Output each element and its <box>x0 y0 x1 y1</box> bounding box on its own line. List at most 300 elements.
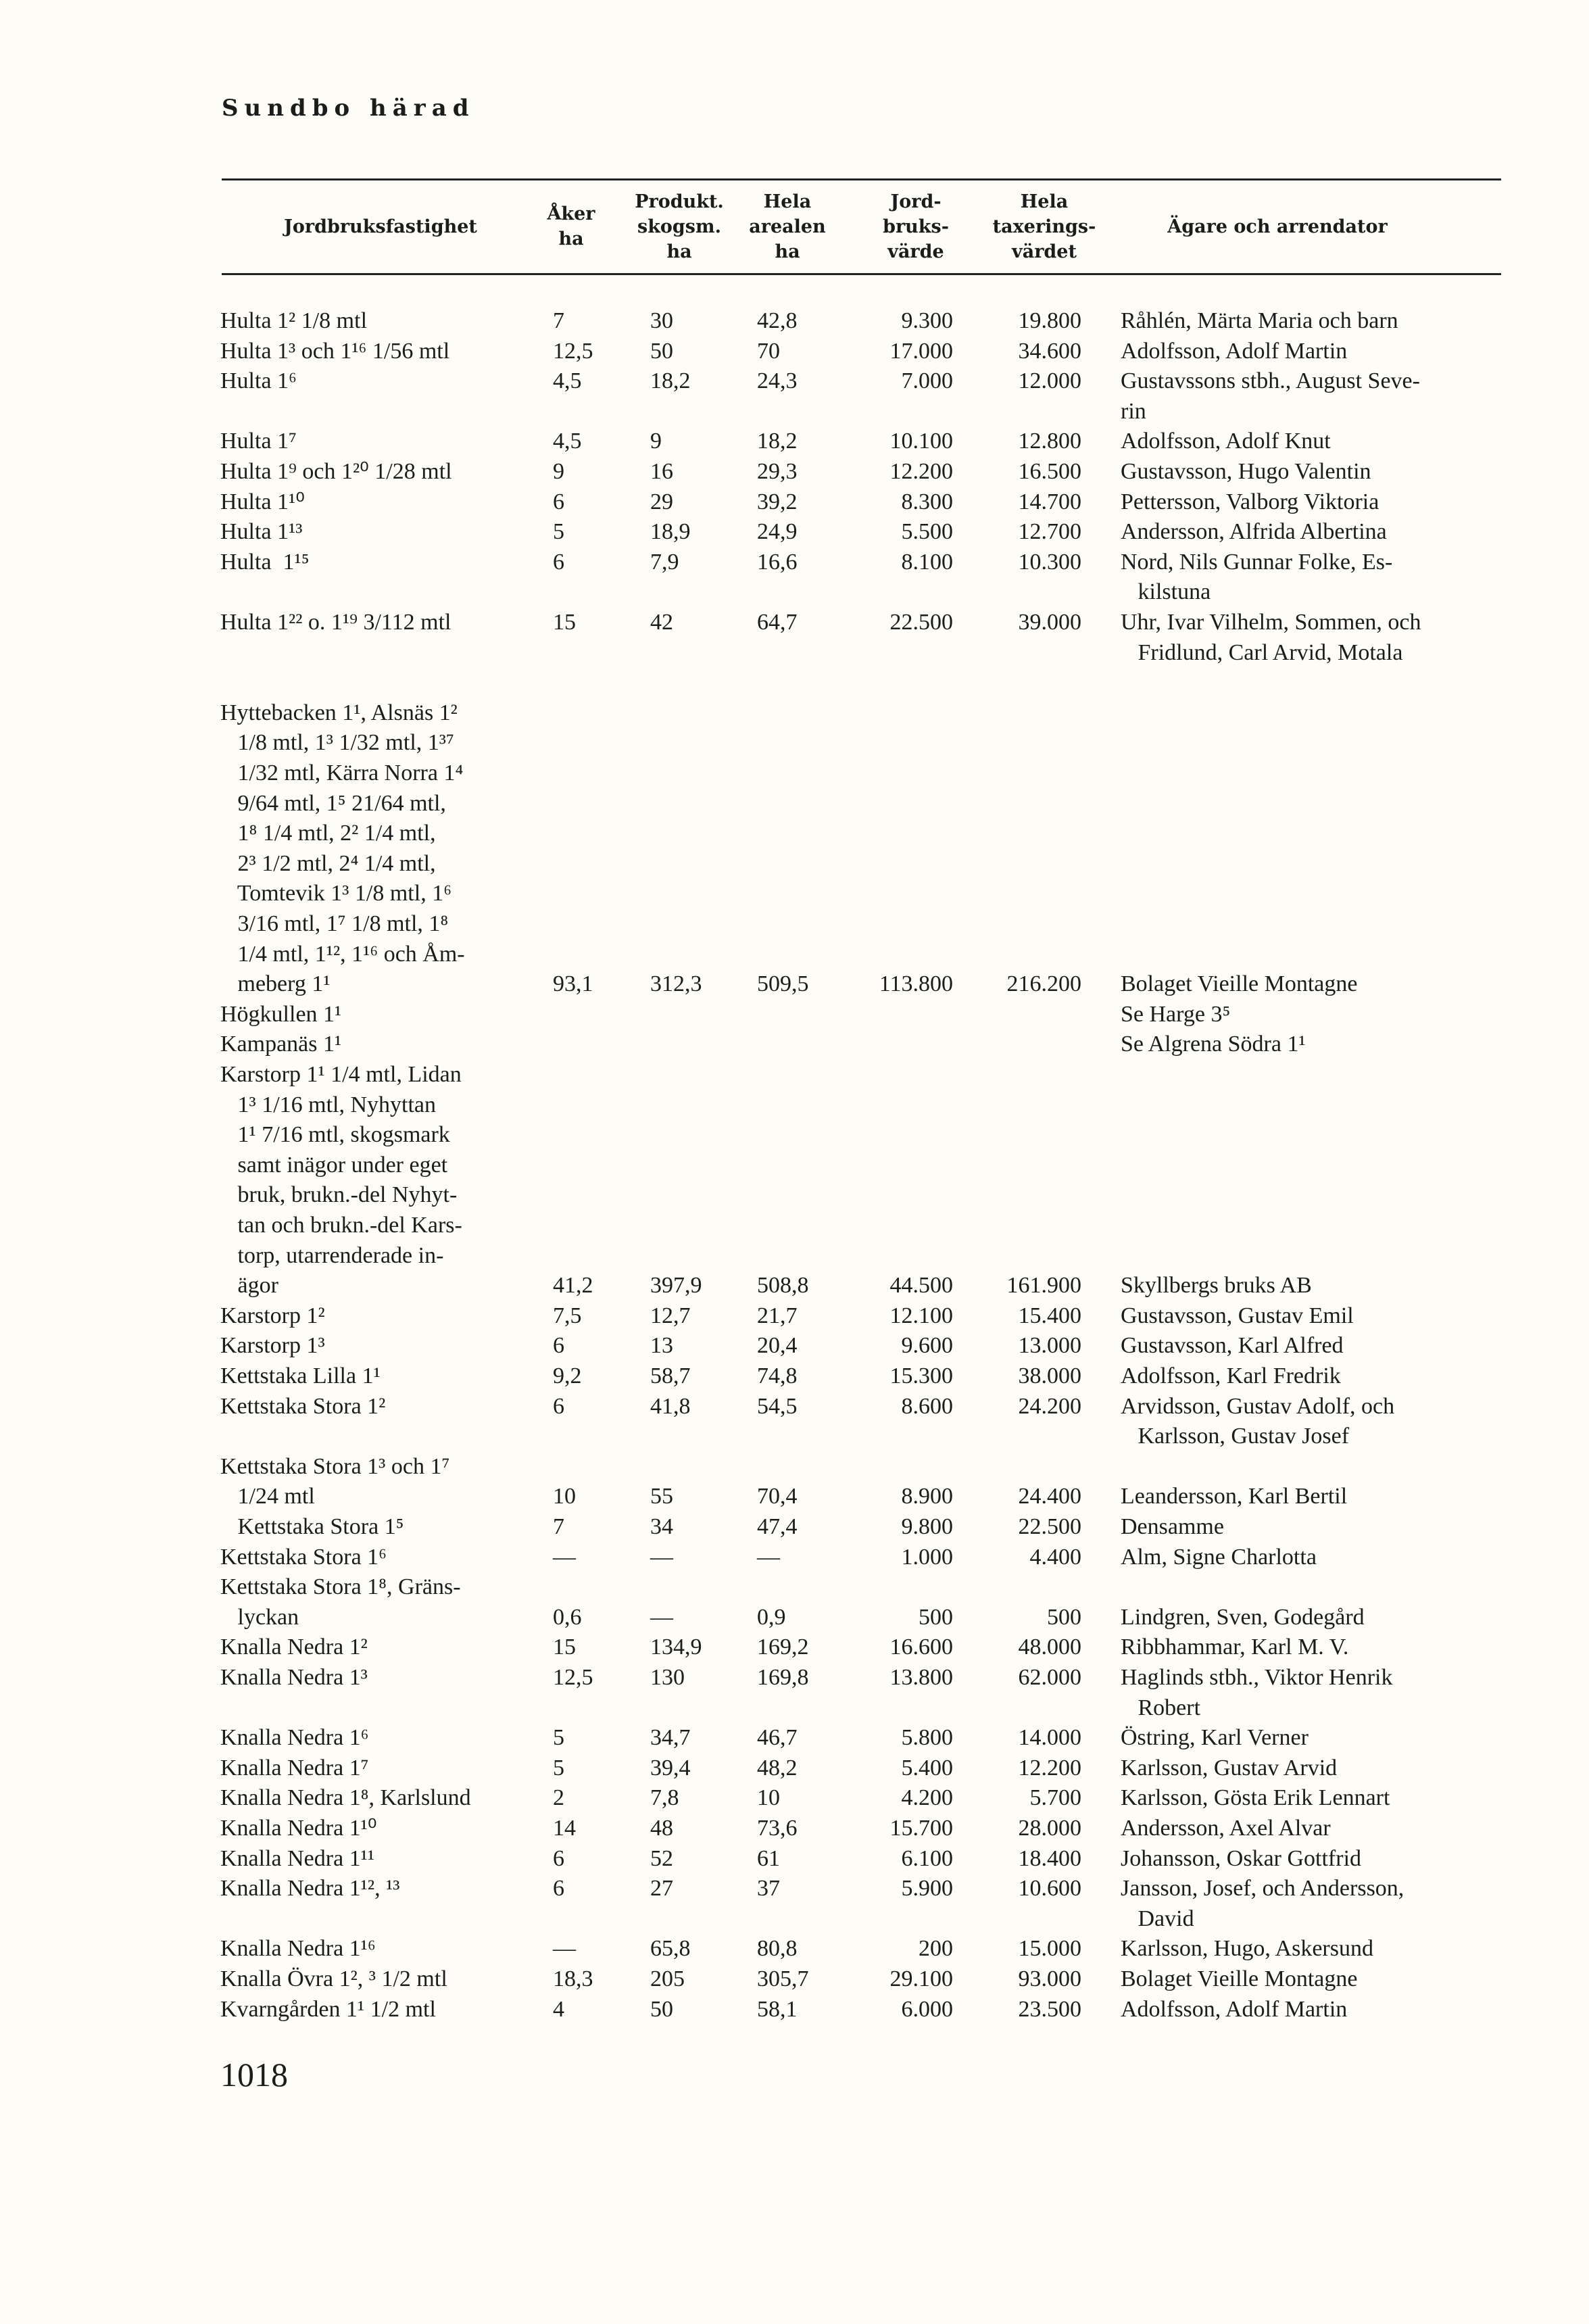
tax-value-cell <box>1000 999 1081 1030</box>
property-cell: Knalla Nedra 1¹⁰ <box>220 1816 377 1841</box>
owner-cell: Se Algrena Södra 1¹ <box>1121 1032 1306 1057</box>
property-cell: 3/16 mtl, 1⁷ 1/8 mtl, 1⁸ <box>220 911 449 936</box>
owner-cell: Jansson, Josef, och Andersson, <box>1121 1876 1404 1902</box>
table-row <box>0 366 1589 396</box>
table-row <box>0 1451 1589 1482</box>
property-cell: Karstorp 1¹ 1/4 mtl, Lidan <box>220 1062 462 1087</box>
farm-value-cell: 13.800 <box>889 1665 953 1690</box>
tax-value-cell <box>1000 1451 1081 1482</box>
arable-cell: 93,1 <box>553 971 593 997</box>
arable-cell: 5 <box>553 519 564 545</box>
table-row <box>0 1240 1589 1271</box>
property-cell: Hyttebacken 1¹, Alsnäs 1² <box>220 700 458 725</box>
property-cell: Högkullen 1¹ <box>220 1001 342 1027</box>
tax-value-cell <box>1000 698 1081 728</box>
farm-value-cell: 1.000 <box>901 1544 953 1570</box>
owner-cell: Lindgren, Sven, Godegård <box>1121 1604 1365 1630</box>
arable-cell: 9,2 <box>553 1363 582 1388</box>
property-cell: torp, utarrenderade in- <box>220 1242 444 1268</box>
owner-cell: Karlsson, Gustav Josef <box>1121 1424 1350 1449</box>
table-row <box>0 1511 1589 1542</box>
tax-value-cell: 161.900 <box>1006 1273 1081 1299</box>
farm-value-cell: 8.100 <box>901 549 953 575</box>
forest-cell: 134,9 <box>650 1635 702 1660</box>
column-header-tax-value: Hela taxerings- värdet <box>992 191 1096 262</box>
property-cell: Hulta 1⁷ <box>220 429 297 454</box>
property-cell: Hulta 1³ och 1¹⁶ 1/56 mtl <box>220 338 450 364</box>
arable-cell: 12,5 <box>553 338 593 364</box>
tax-value-cell <box>1000 1029 1081 1059</box>
total-area-cell: 70 <box>757 338 780 364</box>
property-cell: Knalla Nedra 1⁷ <box>220 1755 369 1781</box>
farm-value-cell: 6.000 <box>901 1996 953 2022</box>
arable-cell: 0,6 <box>553 1604 582 1630</box>
tax-value-cell <box>1000 1119 1081 1150</box>
table-row <box>0 758 1589 788</box>
table-row <box>0 1722 1589 1753</box>
owner-cell: Adolfsson, Adolf Martin <box>1121 1996 1348 2022</box>
farm-value-cell <box>872 1572 953 1602</box>
arable-cell: 15 <box>553 610 576 635</box>
total-area-cell: 169,2 <box>757 1635 809 1660</box>
property-cell: Knalla Nedra 1¹⁶ <box>220 1936 376 1962</box>
arable-cell: 14 <box>553 1816 576 1841</box>
tax-value-cell <box>1000 727 1081 758</box>
tax-value-cell <box>1000 1150 1081 1180</box>
arable-cell: 6 <box>553 1333 564 1359</box>
running-header: Sundbo härad <box>222 95 475 122</box>
table-row <box>0 1572 1589 1602</box>
property-cell: Kettstaka Stora 1⁵ <box>220 1514 404 1539</box>
farm-value-cell: 10.100 <box>889 429 953 454</box>
farm-value-cell: 500 <box>919 1604 953 1630</box>
owner-cell: Karlsson, Hugo, Askersund <box>1121 1936 1373 1962</box>
tax-value-cell: 19.800 <box>1018 308 1081 333</box>
forest-cell: 42 <box>650 610 673 635</box>
tax-value-cell: 39.000 <box>1018 610 1081 635</box>
tax-value-cell <box>1000 1090 1081 1120</box>
property-cell: Hulta 1¹⁰ <box>220 489 305 514</box>
owner-cell: Gustavsson, Gustav Emil <box>1121 1303 1354 1328</box>
arable-cell: 6 <box>553 1876 564 1902</box>
farm-value-cell <box>872 909 953 939</box>
property-cell: Hulta 1²² o. 1¹⁹ 3/112 mtl <box>220 610 451 635</box>
table-row <box>0 1693 1589 1723</box>
table-row <box>0 1933 1589 1964</box>
table-row <box>0 1843 1589 1874</box>
forest-cell: 41,8 <box>650 1393 691 1419</box>
page-number: 1018 <box>220 2056 288 2093</box>
property-cell: bruk, brukn.-del Nyhyt- <box>220 1182 458 1208</box>
tax-value-cell <box>1000 788 1081 819</box>
table-row <box>0 336 1589 366</box>
tax-value-cell: 93.000 <box>1018 1966 1081 1991</box>
tax-value-cell <box>1000 1240 1081 1271</box>
forest-cell: 9 <box>650 429 662 454</box>
tax-value-cell: 5.700 <box>1029 1785 1081 1811</box>
tax-value-cell: 24.400 <box>1018 1484 1081 1509</box>
total-area-cell: 73,6 <box>757 1816 798 1841</box>
table-row <box>0 1632 1589 1662</box>
forest-cell: 18,9 <box>650 519 691 545</box>
total-area-cell: 74,8 <box>757 1363 798 1388</box>
farm-value-cell: 7.000 <box>901 368 953 394</box>
property-cell: Knalla Övra 1², ³ 1/2 mtl <box>220 1966 447 1991</box>
tax-value-cell: 10.300 <box>1018 549 1081 575</box>
property-cell: Kettstaka Stora 1² <box>220 1393 386 1419</box>
arable-cell: 10 <box>553 1484 576 1509</box>
property-cell: samt inägor under eget <box>220 1152 448 1178</box>
property-cell: Knalla Nedra 1¹¹ <box>220 1845 375 1871</box>
table-row <box>0 1150 1589 1180</box>
total-area-cell: 169,8 <box>757 1665 809 1690</box>
forest-cell: 16 <box>650 459 673 484</box>
farm-value-cell: 8.900 <box>901 1484 953 1509</box>
owner-cell: Johansson, Oskar Gottfrid <box>1121 1845 1362 1871</box>
table-row <box>0 1813 1589 1843</box>
tax-value-cell <box>1000 1180 1081 1210</box>
arable-cell: 7 <box>553 308 564 333</box>
arable-cell: 18,3 <box>553 1966 593 1991</box>
tax-value-cell: 12.000 <box>1018 368 1081 394</box>
farm-value-cell <box>872 848 953 879</box>
table-row <box>0 1119 1589 1150</box>
owner-cell: rin <box>1121 398 1146 424</box>
table-row <box>0 939 1589 969</box>
farm-value-cell <box>872 788 953 819</box>
total-area-cell: 54,5 <box>757 1393 798 1419</box>
tax-value-cell <box>1000 1210 1081 1240</box>
tax-value-cell: 62.000 <box>1018 1665 1081 1690</box>
tax-value-cell <box>1000 848 1081 879</box>
farm-value-cell: 15.700 <box>889 1816 953 1841</box>
arable-cell: 6 <box>553 489 564 514</box>
total-area-cell: 39,2 <box>757 489 798 514</box>
property-cell: Knalla Nedra 1⁶ <box>220 1725 369 1751</box>
tax-value-cell: 12.700 <box>1018 519 1081 545</box>
owner-cell: Andersson, Alfrida Albertina <box>1121 519 1387 545</box>
tax-value-cell: 16.500 <box>1018 459 1081 484</box>
total-area-cell: 0,9 <box>757 1604 786 1630</box>
table-row <box>0 426 1589 456</box>
owner-cell: Gustavsson, Karl Alfred <box>1121 1333 1344 1359</box>
table-row <box>0 547 1589 577</box>
tax-value-cell: 15.000 <box>1018 1936 1081 1962</box>
arable-cell: — <box>553 1936 576 1962</box>
table-row <box>0 1904 1589 1934</box>
table-row <box>0 969 1589 999</box>
property-cell: Hulta 1⁹ och 1²⁰ 1/28 mtl <box>220 459 452 484</box>
farm-value-cell <box>872 1180 953 1210</box>
property-cell: 1/4 mtl, 1¹², 1¹⁶ och Åm- <box>220 941 465 967</box>
tax-value-cell: 12.200 <box>1018 1755 1081 1781</box>
property-cell: Kampanäs 1¹ <box>220 1032 342 1057</box>
property-cell: 1/8 mtl, 1³ 1/32 mtl, 1³⁷ <box>220 730 454 756</box>
forest-cell: 13 <box>650 1333 673 1359</box>
farm-value-cell <box>872 1210 953 1240</box>
table-row <box>0 848 1589 879</box>
total-area-cell: 70,4 <box>757 1484 798 1509</box>
farm-value-cell: 12.100 <box>889 1303 953 1328</box>
farm-value-cell <box>872 637 953 668</box>
forest-cell: — <box>650 1544 673 1570</box>
tax-value-cell: 28.000 <box>1018 1816 1081 1841</box>
total-area-cell: 10 <box>757 1785 780 1811</box>
table-row <box>0 1180 1589 1210</box>
owner-cell: Haglinds stbh., Viktor Henrik <box>1121 1665 1393 1690</box>
tax-value-cell: 216.200 <box>1006 971 1081 997</box>
table-row <box>0 1090 1589 1120</box>
property-cell: Karstorp 1² <box>220 1303 325 1328</box>
table-row <box>0 1481 1589 1511</box>
owner-cell: Östring, Karl Verner <box>1121 1725 1309 1751</box>
total-area-cell: 42,8 <box>757 308 798 333</box>
table-row <box>0 1059 1589 1090</box>
total-area-cell: 46,7 <box>757 1725 798 1751</box>
owner-cell: Se Harge 3⁵ <box>1121 1001 1231 1027</box>
owner-cell: Adolfsson, Adolf Knut <box>1121 429 1331 454</box>
table-row <box>0 1301 1589 1331</box>
tax-value-cell: 500 <box>1047 1604 1081 1630</box>
total-area-cell: 29,3 <box>757 459 798 484</box>
table-row <box>0 878 1589 909</box>
table-row <box>0 818 1589 848</box>
tax-value-cell: 13.000 <box>1018 1333 1081 1359</box>
tax-value-cell <box>1000 577 1081 607</box>
farm-value-cell: 5.400 <box>901 1755 953 1781</box>
farm-value-cell <box>872 999 953 1030</box>
farm-value-cell: 12.200 <box>889 459 953 484</box>
arable-cell: 5 <box>553 1725 564 1751</box>
forest-cell: 50 <box>650 1996 673 2022</box>
farm-value-cell <box>872 818 953 848</box>
farm-value-cell: 4.200 <box>901 1785 953 1811</box>
arable-cell: 41,2 <box>553 1273 593 1299</box>
owner-cell: Adolfsson, Karl Fredrik <box>1121 1363 1341 1388</box>
table-row <box>0 999 1589 1030</box>
total-area-cell: 509,5 <box>757 971 809 997</box>
forest-cell: 7,8 <box>650 1785 679 1811</box>
column-header-farm-value: Jord- bruks- värde <box>883 191 949 262</box>
table-row <box>0 396 1589 427</box>
table-row <box>0 1753 1589 1783</box>
table-row <box>0 1029 1589 1059</box>
table-row <box>0 516 1589 547</box>
tax-value-cell: 38.000 <box>1018 1363 1081 1388</box>
farm-value-cell: 44.500 <box>889 1273 953 1299</box>
column-header-arable: Åker ha <box>547 203 595 249</box>
arable-cell: 2 <box>553 1785 564 1811</box>
forest-cell: 397,9 <box>650 1273 702 1299</box>
farm-value-cell: 200 <box>919 1936 953 1962</box>
table-row <box>0 607 1589 637</box>
owner-cell: Leandersson, Karl Bertil <box>1121 1484 1348 1509</box>
tax-value-cell: 4.400 <box>1029 1544 1081 1570</box>
farm-value-cell: 8.300 <box>901 489 953 514</box>
owner-cell: Adolfsson, Adolf Martin <box>1121 338 1348 364</box>
property-cell: 9/64 mtl, 1⁵ 21/64 mtl, <box>220 790 446 816</box>
total-area-cell: 80,8 <box>757 1936 798 1962</box>
farm-value-cell: 9.800 <box>901 1514 953 1539</box>
owner-cell: Alm, Signe Charlotta <box>1121 1544 1317 1570</box>
farm-value-cell: 113.800 <box>879 971 953 997</box>
tax-value-cell <box>1000 878 1081 909</box>
property-cell: ägor <box>220 1273 278 1299</box>
farm-value-cell <box>872 396 953 427</box>
owner-cell: Bolaget Vieille Montagne <box>1121 971 1358 997</box>
table-row <box>0 1421 1589 1451</box>
table-row <box>0 1783 1589 1813</box>
tax-value-cell: 24.200 <box>1018 1393 1081 1419</box>
farm-value-cell <box>872 577 953 607</box>
property-cell: 2³ 1/2 mtl, 2⁴ 1/4 mtl, <box>220 850 436 876</box>
property-cell: Knalla Nedra 1⁸, Karlslund <box>220 1785 471 1811</box>
owner-cell: kilstuna <box>1121 579 1211 605</box>
farm-value-cell: 9.600 <box>901 1333 953 1359</box>
tax-value-cell: 22.500 <box>1018 1514 1081 1539</box>
farm-value-cell <box>872 1090 953 1120</box>
farm-value-cell <box>872 667 953 698</box>
owner-cell: Bolaget Vieille Montagne <box>1121 1966 1358 1991</box>
forest-cell: 55 <box>650 1484 673 1509</box>
tax-value-cell: 10.600 <box>1018 1876 1081 1902</box>
total-area-cell: 24,3 <box>757 368 798 394</box>
forest-cell: 27 <box>650 1876 673 1902</box>
arable-cell: — <box>553 1544 576 1570</box>
tax-value-cell: 34.600 <box>1018 338 1081 364</box>
owner-cell: Ribbhammar, Karl M. V. <box>1121 1635 1349 1660</box>
table-row <box>0 577 1589 607</box>
table-row <box>0 637 1589 668</box>
property-cell: Hulta 1¹⁵ <box>220 549 310 575</box>
property-cell: 1¹ 7/16 mtl, skogsmark <box>220 1122 450 1148</box>
forest-cell: 7,9 <box>650 549 679 575</box>
owner-cell: Andersson, Axel Alvar <box>1121 1816 1331 1841</box>
farm-value-cell: 17.000 <box>889 338 953 364</box>
owner-cell: Skyllbergs bruks AB <box>1121 1273 1312 1299</box>
farm-value-cell: 8.600 <box>901 1393 953 1419</box>
farm-value-cell: 29.100 <box>889 1966 953 1991</box>
table-row <box>0 1330 1589 1361</box>
property-cell: meberg 1¹ <box>220 971 331 997</box>
total-area-cell: 18,2 <box>757 429 798 454</box>
table-row <box>0 487 1589 517</box>
total-area-cell: 37 <box>757 1876 780 1902</box>
farm-value-cell: 5.500 <box>901 519 953 545</box>
farm-value-cell: 22.500 <box>889 610 953 635</box>
forest-cell: 205 <box>650 1966 685 1991</box>
farm-value-cell <box>872 878 953 909</box>
forest-cell: 65,8 <box>650 1936 691 1962</box>
tax-value-cell: 18.400 <box>1018 1845 1081 1871</box>
forest-cell: 130 <box>650 1665 685 1690</box>
owner-cell: Karlsson, Gösta Erik Lennart <box>1121 1785 1390 1811</box>
property-cell: Knalla Nedra 1³ <box>220 1665 368 1690</box>
owner-cell: Uhr, Ivar Vilhelm, Sommen, och <box>1121 610 1421 635</box>
column-header-property: Jordbruksfastighet <box>284 216 477 237</box>
forest-cell: 30 <box>650 308 673 333</box>
property-cell: Knalla Nedra 1¹², ¹³ <box>220 1876 400 1902</box>
forest-cell: 34 <box>650 1514 673 1539</box>
arable-cell: 4,5 <box>553 429 582 454</box>
property-cell: Kettstaka Stora 1³ och 1⁷ <box>220 1453 450 1479</box>
forest-cell: — <box>650 1604 673 1630</box>
table-row <box>0 456 1589 487</box>
owner-cell: Gustavsson, Hugo Valentin <box>1121 459 1371 484</box>
tax-value-cell: 14.000 <box>1018 1725 1081 1751</box>
total-area-cell: 47,4 <box>757 1514 798 1539</box>
farm-value-cell <box>872 939 953 969</box>
tax-value-cell <box>1000 1421 1081 1451</box>
owner-cell: Nord, Nils Gunnar Folke, Es- <box>1121 549 1393 575</box>
column-header-forest: Produkt. skogsm. ha <box>635 191 724 262</box>
table-row <box>0 1873 1589 1904</box>
property-cell: Kvarngården 1¹ 1/2 mtl <box>220 1996 436 2022</box>
arable-cell: 6 <box>553 1393 564 1419</box>
tax-value-cell <box>1000 1572 1081 1602</box>
table-row <box>0 698 1589 728</box>
property-cell: Hulta 1² 1/8 mtl <box>220 308 368 333</box>
farm-value-cell <box>872 1059 953 1090</box>
total-area-cell: 305,7 <box>757 1966 809 1991</box>
tax-value-cell <box>1000 939 1081 969</box>
farm-value-cell: 5.900 <box>901 1876 953 1902</box>
farm-value-cell <box>872 1451 953 1482</box>
tax-value-cell <box>1000 1059 1081 1090</box>
table-row <box>0 909 1589 939</box>
farm-value-cell <box>872 727 953 758</box>
arable-cell: 12,5 <box>553 1665 593 1690</box>
tax-value-cell <box>1000 667 1081 698</box>
farm-value-cell <box>872 698 953 728</box>
owner-cell: Densamme <box>1121 1514 1224 1539</box>
property-cell: Tomtevik 1³ 1/8 mtl, 1⁶ <box>220 881 452 906</box>
farm-value-cell: 16.600 <box>889 1635 953 1660</box>
arable-cell: 15 <box>553 1635 576 1660</box>
forest-cell: 12,7 <box>650 1303 691 1328</box>
arable-cell: 4,5 <box>553 368 582 394</box>
table-row <box>0 1662 1589 1693</box>
property-cell: Kettstaka Stora 1⁸, Gräns- <box>220 1574 461 1600</box>
property-cell: tan och brukn.-del Kars- <box>220 1213 462 1238</box>
table-row <box>0 1964 1589 1994</box>
table-row <box>0 1270 1589 1301</box>
forest-cell: 312,3 <box>650 971 702 997</box>
owner-cell: Fridlund, Carl Arvid, Motala <box>1121 639 1403 665</box>
arable-cell: 7 <box>553 1514 564 1539</box>
table-row <box>0 1210 1589 1240</box>
arable-cell: 5 <box>553 1755 564 1781</box>
forest-cell: 29 <box>650 489 673 514</box>
arable-cell: 6 <box>553 1845 564 1871</box>
table-row <box>0 1994 1589 2025</box>
table-row <box>0 1361 1589 1391</box>
tax-value-cell <box>1000 637 1081 668</box>
forest-cell: 50 <box>650 338 673 364</box>
property-cell: Karstorp 1³ <box>220 1333 325 1359</box>
property-cell: 1/32 mtl, Kärra Norra 1⁴ <box>220 760 464 785</box>
total-area-cell: 58,1 <box>757 1996 798 2022</box>
arable-cell: 6 <box>553 549 564 575</box>
tax-value-cell <box>1000 758 1081 788</box>
table-row <box>0 727 1589 758</box>
tax-value-cell: 48.000 <box>1018 1635 1081 1660</box>
property-cell: Kettstaka Lilla 1¹ <box>220 1363 381 1388</box>
property-cell: Hulta 1⁶ <box>220 368 297 394</box>
farm-value-cell <box>872 1904 953 1934</box>
farm-value-cell: 6.100 <box>901 1845 953 1871</box>
tax-value-cell: 14.700 <box>1018 489 1081 514</box>
